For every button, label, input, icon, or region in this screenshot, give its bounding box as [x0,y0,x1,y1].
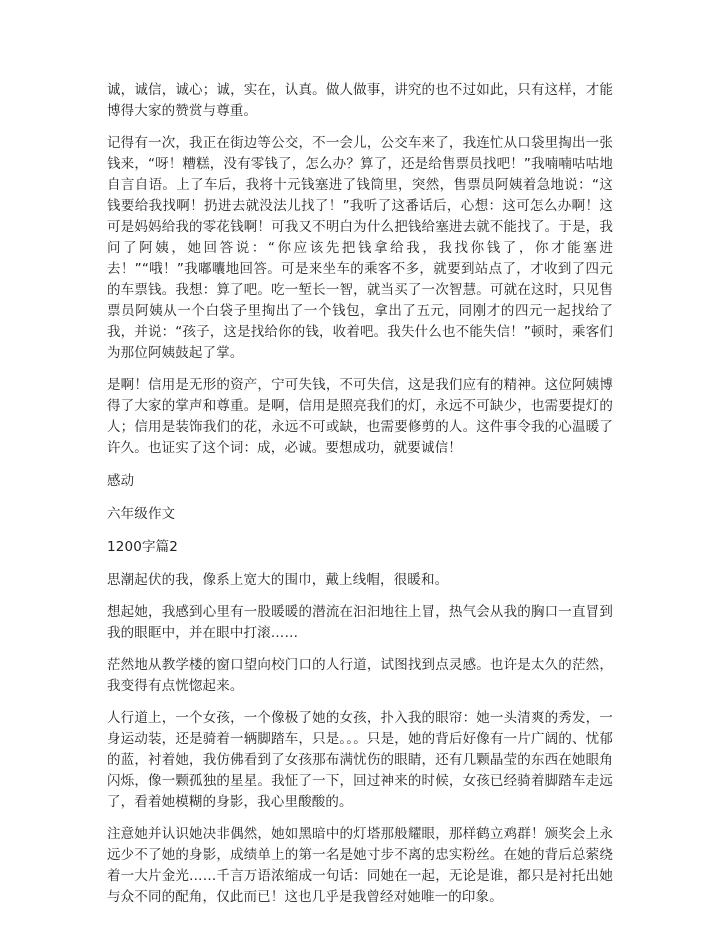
paragraph-bus-story: 记得有一次，我正在街边等公交，不一会儿，公交车来了，我连忙从口袋里掏出一张钱来，“呀！糟糕，没有零钱了，怎么办？算了，还是给售票员找吧！”我喃喃咕咕地自言自语。上了车后，我将十元钱塞进了钱筒里，突然，售票员阿姨着急地说：“这钱要给我找啊！扔进去就没法儿找了！”我听了这番话后，心想：这可怎么办啊！这可是妈妈给我的零花钱啊！可我又不明白为什么把钱给塞进去就不能找了。于是，我问了阿姨，她回答说：“你应该先把钱拿给我，我找你钱了，你才能塞进去！”“哦！”我嘟囔地回答。可是来坐车的乘客不多，就要到站点了，才收到了四元的车票钱。我想：算了吧。吃一堑长一智，就当买了一次智慧。可就在这时，只见售票员阿姨从一个白袋子里掏出了一个钱包，拿出了五元，同刚才的四元一起找给了我，并说：“孩子，这是找给你的钱，收着吧。我失什么也不能失信！”顿时，乘客们为那位阿姨鼓起了掌。 [107,135,613,361]
paragraph-window: 茫然地从教学楼的窗口望向校门口的人行道，试图找到点灵感。也许是太久的茫然，我变得有点恍惚起来。 [107,657,613,694]
paragraph-warm: 思潮起伏的我，像系上宽大的围巾，戴上线帽，很暖和。 [107,572,449,588]
paragraph-impression: 注意她并认识她决非偶然，她如黑暗中的灯塔那般耀眼，那样鹤立鸡群！颁奖会上永远少不了她的身影，成绩单上的第一名是她寸步不离的忠实粉丝。在她的背后总萦绕着一大片金光……千言万语浓缩成一句话：同她在一起，无论是谁，都只是衬托出她与众不同的配角，仅此而已！这也几乎是我曾经对她唯一的印象。 [107,826,613,905]
paragraph-memory: 想起她，我感到心里有一股暖暖的潜流在汩汩地往上冒，热气会从我的胸口一直冒到我的眼眶中，并在眼中打滚…… [107,604,613,641]
document-page [107,80,613,908]
paragraph-conclusion: 是啊！信用是无形的资产，宁可失钱，不可失信，这是我们应有的精神。这位阿姨博得了大家的掌声和尊重。是啊，信用是照亮我们的灯，永远不可缺少，也需要提灯的人；信用是装饰我们的花，永远不可或缺，也需要修剪的人。这件事令我的心温暖了许久。也证实了这个词：成，必诚。要想成功，就要诚信！ [107,377,613,456]
section-title: 感动 [107,473,135,489]
paragraph-girl: 人行道上，一个女孩，一个像极了她的女孩，扑入我的眼帘：她一头清爽的秀发，一身运动装，还是骑着一辆脚踏车，只是。。。只是，她的背后好像有一片广阔的、忧郁的蓝，衬着她，我仿佛看到了女孩那布满忧伤的眼睛，还有几颗晶莹的东西在她眼角闪烁，像一颗孤独的星星。我怔了一下，回过神来的时候，女孩已经骑着脚踏车走远了，看着她模糊的身影，我心里酸酸的。 [107,710,613,810]
paragraph-intro: 诚，诚信，诚心；诚，实在，认真。做人做事，讲究的也不过如此，只有这样，才能博得大家的赞赏与尊重。 [107,82,613,119]
section-length: 1200字篇2 [107,539,178,555]
section-grade: 六年级作文 [107,506,176,522]
